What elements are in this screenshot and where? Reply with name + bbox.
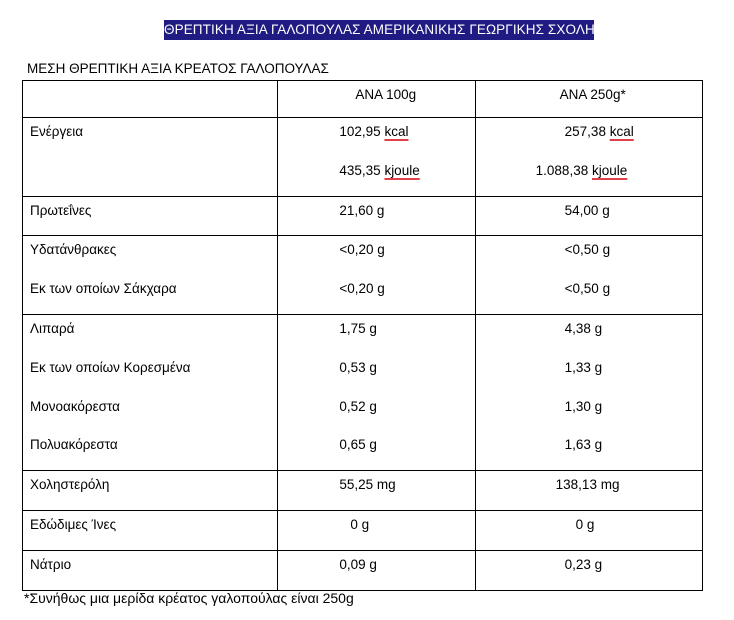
nutrition-table [22,80,703,591]
energy-kcal-250: 257,38 kcal [564,124,634,139]
value-per-100g: 0,53 g [339,359,377,375]
unit-kcal: kcal [609,124,634,139]
table-row-fat [23,314,703,470]
energy-kj-250: 1.088,38 kjoule [535,162,628,178]
value-per-250g: 54,00 g [564,202,610,218]
table-row-fiber [23,510,703,550]
value-per-100g: 0,09 g [339,556,377,572]
value-per-100g: 21,60 g [339,202,385,218]
value-per-100g: 0,52 g [339,398,377,414]
unit-kcal: kcal [384,124,409,139]
footnote: *Συνήθως μια μερίδα κρέατος γαλοπούλας είναι 250g [24,590,354,606]
value-per-250g: 138,13 mg [555,477,620,493]
row-label: Πρωτεΐνες [30,202,92,218]
value-per-250g: 1,33 g [564,359,603,375]
unit-kjoule: kjoule [591,162,628,178]
value-per-100g: 1,75 g [339,320,377,336]
value-per-100g: 0 g [350,516,370,532]
header-cell-per-100g: ΑΝΑ 100g [278,81,475,118]
row-label: Υδατάνθρακες [30,242,117,258]
page-title: ΘΡΕΠΤΙΚΗ ΑΞΙΑ ΓΑΛΟΠΟΥΛΑΣ ΑΜΕΡΙΚΑΝΙΚΗΣ ΓΕΩΡΓΙΚΗΣ ΣΧΟΛΗΣ [164,20,594,40]
value-per-250g: 0,23 g [564,556,603,572]
header-cell-nutrient [23,81,278,118]
row-label: Εδώδιμες Ίνες [30,516,117,532]
row-sublabel: Εκ των οποίων Σάκχαρα [30,281,177,297]
row-sublabel: Μονοακόρεστα [30,398,120,414]
table-header-row [23,81,703,118]
value-per-100g: <0,20 g [339,281,385,297]
row-label: Χοληστερόλη [30,477,110,493]
value-per-250g: <0,50 g [564,281,611,297]
value-per-100g: 55,25 mg [339,477,396,493]
value-per-250g: 4,38 g [564,320,603,336]
row-label: Ενέργεια [30,124,84,139]
row-label-cell [23,118,278,197]
value-per-100g: <0,20 g [339,242,385,258]
value-per-250g: 1,30 g [564,398,603,414]
value-per-250g: <0,50 g [564,242,611,258]
table-caption: ΜΕΣΗ ΘΡΕΠΤΙΚΗ ΑΞΙΑ ΚΡΕΑΤΟΣ ΓΑΛΟΠΟΥΛΑΣ [27,61,329,76]
value-per-250g: 0 g [575,516,595,532]
unit-kjoule: kjoule [384,162,420,178]
row-sublabel: Εκ των οποίων Κορεσμένα [30,359,191,375]
value-cell-per-100g [278,118,475,197]
row-label: Λιπαρά [30,320,75,336]
value-cell-per-250g [475,118,702,197]
table-row-sodium [23,550,703,590]
table-row-energy [23,118,703,197]
energy-kcal-100: 102,95 kcal [339,124,409,139]
row-sublabel: Πολυακόρεστα [30,437,118,453]
table-row-carbohydrates [23,236,703,315]
value-per-100g: 0,65 g [339,437,377,453]
energy-kj-100: 435,35 kjoule [339,162,420,178]
header-cell-per-250g: ΑΝΑ 250g* [475,81,702,118]
table-row-cholesterol [23,471,703,511]
row-label: Νάτριο [30,556,72,572]
value-per-250g: 1,63 g [564,437,603,453]
table-row-protein [23,196,703,236]
